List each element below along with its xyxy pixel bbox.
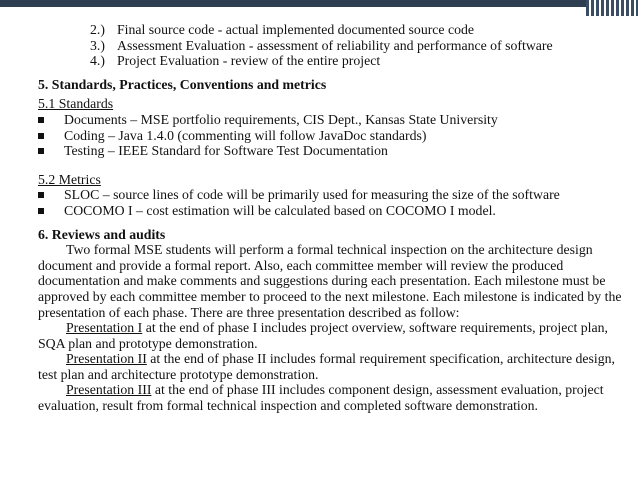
reviews-paragraph: Two formal MSE students will perform a formal technical inspection on the architecture design document and provide a formal report. Also, each committee member will review the produced documentation and make comments and suggestions during each presentation. Each milestone must be approved by each committee member to proceed to the next milestone. Each milestone is indicated by the presentation of each phase. There are three presentation described as follow: (38, 242, 622, 320)
presentation-item (38, 351, 630, 382)
bullet-icon (38, 208, 44, 214)
list-text: Testing – IEEE Standard for Software Test Documentation (64, 143, 388, 159)
list-item (38, 187, 630, 203)
section-6-heading: 6. Reviews and audits (38, 226, 166, 242)
list-text: Documents – MSE portfolio requirements, CIS Dept., Kansas State University (64, 111, 498, 127)
presentation-item (38, 320, 630, 351)
bullet-icon (38, 117, 44, 123)
list-item (38, 143, 630, 159)
list-item (90, 38, 630, 54)
document-page (38, 22, 630, 414)
list-item (38, 128, 630, 144)
list-text: Assessment Evaluation - assessment of reliability and performance of software (117, 37, 553, 53)
deliverables-list (90, 22, 630, 69)
list-text: SLOC – source lines of code will be primarily used for measuring the size of the software (64, 187, 560, 203)
presentation-label: Presentation I (66, 320, 143, 336)
standards-subheading: 5.1 Standards (38, 96, 114, 112)
slide-top-bar (0, 0, 638, 7)
presentation-item (38, 382, 630, 413)
section-5-heading: 5. Standards, Practices, Conventions and metrics (38, 76, 327, 92)
list-number: 3.) (90, 37, 105, 53)
list-number: 4.) (90, 53, 105, 69)
list-number: 2.) (90, 22, 105, 37)
list-item (38, 112, 630, 128)
presentation-label: Presentation III (66, 382, 152, 398)
bullet-icon (38, 192, 44, 198)
presentation-text: at the end of phase III includes component design, assessment evaluation, project evaluation, result from formal technical inspection and completed software demonstration. (38, 382, 604, 414)
presentation-text: at the end of phase I includes project overview, software requirements, project plan, SQA plan and prototype demonstration. (38, 320, 608, 351)
list-text: Coding – Java 1.4.0 (commenting will follow JavaDoc standards) (64, 127, 427, 143)
list-item (38, 203, 630, 219)
metrics-subheading: 5.2 Metrics (38, 171, 101, 187)
list-text: Project Evaluation - review of the entire project (117, 53, 381, 69)
bullet-icon (38, 133, 44, 139)
presentation-label: Presentation II (66, 351, 147, 367)
list-text: COCOMO I – cost estimation will be calculated based on COCOMO I model. (64, 202, 496, 218)
slide-corner-accent (586, 0, 638, 16)
list-item (90, 22, 630, 38)
list-item (90, 53, 630, 69)
list-text: Final source code - actual implemented documented source code (117, 22, 475, 37)
presentation-text: at the end of phase II includes formal requirement specification, architecture design, test plan and architecture prototype demonstration. (38, 351, 615, 382)
bullet-icon (38, 148, 44, 154)
